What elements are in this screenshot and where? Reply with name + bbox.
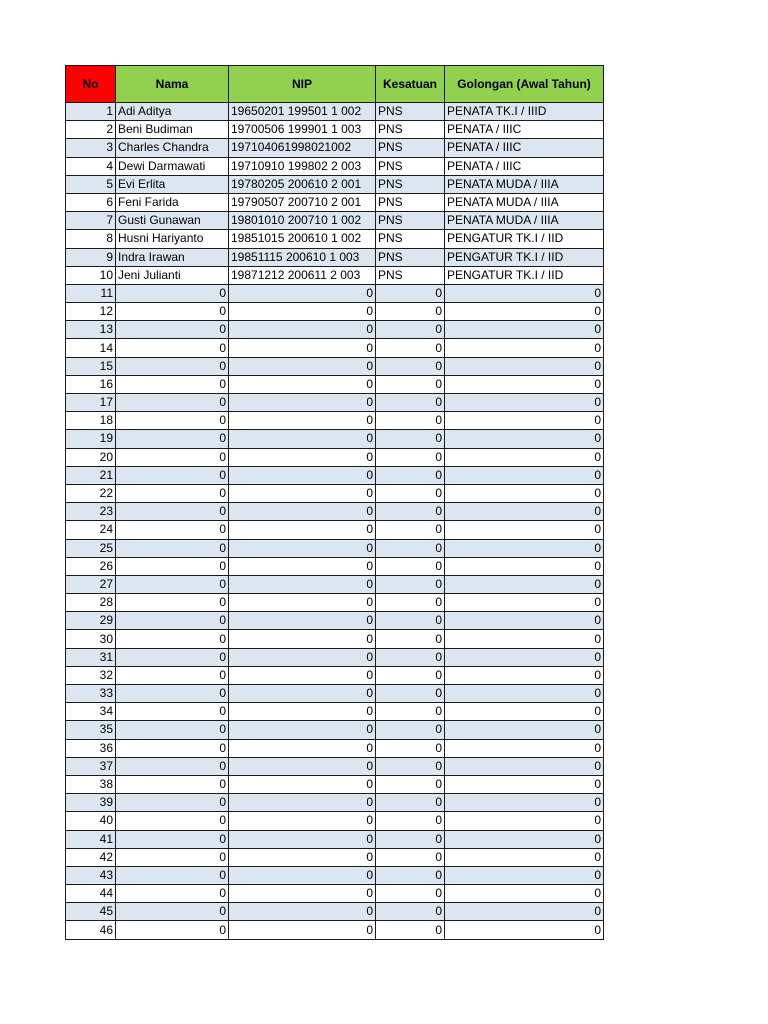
cell-no[interactable]: 4: [66, 157, 116, 175]
cell-kesatuan[interactable]: 0: [376, 557, 445, 575]
cell-golongan[interactable]: PENGATUR TK.I / IID: [445, 230, 604, 248]
cell-nip[interactable]: 0: [229, 594, 376, 612]
cell-golongan[interactable]: 0: [445, 848, 604, 866]
cell-no[interactable]: 23: [66, 503, 116, 521]
cell-nip[interactable]: 0: [229, 284, 376, 302]
table-row: [66, 394, 604, 412]
cell-nip[interactable]: 0: [229, 557, 376, 575]
table-row: [66, 321, 604, 339]
cell-no[interactable]: 1: [66, 103, 116, 121]
cell-nama[interactable]: Evi Erlita: [116, 175, 229, 193]
cell-golongan[interactable]: 0: [445, 539, 604, 557]
cell-golongan[interactable]: 0: [445, 503, 604, 521]
table-row: [66, 103, 604, 121]
spreadsheet: [65, 65, 604, 940]
cell-golongan[interactable]: 0: [445, 303, 604, 321]
cell-kesatuan[interactable]: 0: [376, 284, 445, 302]
cell-no[interactable]: 24: [66, 521, 116, 539]
cell-kesatuan[interactable]: 0: [376, 321, 445, 339]
cell-kesatuan[interactable]: 0: [376, 521, 445, 539]
table-row: [66, 685, 604, 703]
cell-nip[interactable]: 0: [229, 357, 376, 375]
table-row: [66, 630, 604, 648]
table-row: [66, 248, 604, 266]
cell-nama[interactable]: 0: [116, 812, 229, 830]
cell-nip[interactable]: 19780205 200610 2 001: [229, 175, 376, 193]
cell-nama[interactable]: 0: [116, 412, 229, 430]
cell-nip[interactable]: 0: [229, 866, 376, 884]
cell-nama[interactable]: 0: [116, 448, 229, 466]
cell-no[interactable]: 45: [66, 903, 116, 921]
cell-golongan[interactable]: PENATA MUDA / IIIA: [445, 212, 604, 230]
table-row: [66, 794, 604, 812]
header-nip[interactable]: NIP: [229, 66, 376, 103]
cell-nama[interactable]: 0: [116, 394, 229, 412]
cell-nip[interactable]: 0: [229, 794, 376, 812]
cell-nip[interactable]: 0: [229, 539, 376, 557]
cell-golongan[interactable]: 0: [445, 448, 604, 466]
cell-nip[interactable]: 0: [229, 375, 376, 393]
cell-nip[interactable]: 0: [229, 484, 376, 502]
employee-table: [65, 65, 604, 940]
cell-nama[interactable]: 0: [116, 430, 229, 448]
table-row: [66, 648, 604, 666]
cell-nip[interactable]: 19710910 199802 2 003: [229, 157, 376, 175]
cell-golongan[interactable]: 0: [445, 575, 604, 593]
cell-golongan[interactable]: 0: [445, 357, 604, 375]
cell-nip[interactable]: 0: [229, 921, 376, 939]
cell-no[interactable]: 26: [66, 557, 116, 575]
cell-nama[interactable]: 0: [116, 739, 229, 757]
cell-golongan[interactable]: 0: [445, 903, 604, 921]
cell-nip[interactable]: 197104061998021002: [229, 139, 376, 157]
cell-no[interactable]: 3: [66, 139, 116, 157]
cell-golongan[interactable]: 0: [445, 557, 604, 575]
table-row: [66, 830, 604, 848]
cell-kesatuan[interactable]: 0: [376, 848, 445, 866]
cell-golongan[interactable]: PENGATUR TK.I / IID: [445, 248, 604, 266]
cell-nip[interactable]: 19790507 200710 2 001: [229, 193, 376, 211]
cell-no[interactable]: 22: [66, 484, 116, 502]
cell-kesatuan[interactable]: 0: [376, 303, 445, 321]
cell-golongan[interactable]: 0: [445, 685, 604, 703]
cell-golongan[interactable]: 0: [445, 866, 604, 884]
cell-nama[interactable]: 0: [116, 357, 229, 375]
cell-kesatuan[interactable]: 0: [376, 866, 445, 884]
cell-kesatuan[interactable]: 0: [376, 412, 445, 430]
cell-nama[interactable]: 0: [116, 794, 229, 812]
cell-nama[interactable]: 0: [116, 612, 229, 630]
cell-no[interactable]: 34: [66, 703, 116, 721]
cell-nama[interactable]: 0: [116, 503, 229, 521]
cell-kesatuan[interactable]: 0: [376, 630, 445, 648]
cell-golongan[interactable]: 0: [445, 412, 604, 430]
cell-nama[interactable]: 0: [116, 303, 229, 321]
table-row: [66, 121, 604, 139]
cell-nip[interactable]: 0: [229, 503, 376, 521]
table-row: [66, 757, 604, 775]
cell-golongan[interactable]: PENATA MUDA / IIIA: [445, 175, 604, 193]
cell-nama[interactable]: 0: [116, 848, 229, 866]
cell-golongan[interactable]: 0: [445, 794, 604, 812]
cell-golongan[interactable]: 0: [445, 466, 604, 484]
cell-nip[interactable]: 19650201 199501 1 002: [229, 103, 376, 121]
cell-nip[interactable]: 19851115 200610 1 003: [229, 248, 376, 266]
cell-nama[interactable]: 0: [116, 630, 229, 648]
cell-nama[interactable]: 0: [116, 321, 229, 339]
cell-nama[interactable]: 0: [116, 921, 229, 939]
cell-nip[interactable]: 0: [229, 775, 376, 793]
cell-nama[interactable]: Adi Aditya: [116, 103, 229, 121]
cell-no[interactable]: 36: [66, 739, 116, 757]
cell-golongan[interactable]: 0: [445, 521, 604, 539]
cell-nip[interactable]: 0: [229, 703, 376, 721]
cell-golongan[interactable]: 0: [445, 484, 604, 502]
cell-no[interactable]: 30: [66, 630, 116, 648]
cell-kesatuan[interactable]: 0: [376, 357, 445, 375]
cell-no[interactable]: 2: [66, 121, 116, 139]
cell-kesatuan[interactable]: 0: [376, 448, 445, 466]
table-row: [66, 666, 604, 684]
cell-golongan[interactable]: 0: [445, 339, 604, 357]
cell-kesatuan[interactable]: 0: [376, 539, 445, 557]
table-row: [66, 885, 604, 903]
cell-golongan[interactable]: 0: [445, 630, 604, 648]
cell-kesatuan[interactable]: 0: [376, 339, 445, 357]
cell-nip[interactable]: 0: [229, 885, 376, 903]
header-nama[interactable]: Nama: [116, 66, 229, 103]
cell-kesatuan[interactable]: PNS: [376, 139, 445, 157]
cell-no[interactable]: 35: [66, 721, 116, 739]
cell-nama[interactable]: Jeni Julianti: [116, 266, 229, 284]
cell-golongan[interactable]: 0: [445, 394, 604, 412]
cell-no[interactable]: 32: [66, 666, 116, 684]
cell-no[interactable]: 40: [66, 812, 116, 830]
cell-no[interactable]: 41: [66, 830, 116, 848]
cell-golongan[interactable]: 0: [445, 321, 604, 339]
table-row: [66, 775, 604, 793]
table-row: [66, 193, 604, 211]
cell-nama[interactable]: Indra Irawan: [116, 248, 229, 266]
cell-nip[interactable]: 0: [229, 739, 376, 757]
cell-no[interactable]: 19: [66, 430, 116, 448]
cell-golongan[interactable]: PENATA / IIIC: [445, 157, 604, 175]
cell-nip[interactable]: 0: [229, 848, 376, 866]
cell-kesatuan[interactable]: 0: [376, 775, 445, 793]
table-row: [66, 503, 604, 521]
header-row: [66, 66, 604, 103]
cell-nama[interactable]: Husni Hariyanto: [116, 230, 229, 248]
cell-golongan[interactable]: 0: [445, 594, 604, 612]
cell-nama[interactable]: 0: [116, 721, 229, 739]
cell-nip[interactable]: 0: [229, 321, 376, 339]
cell-golongan[interactable]: PENATA / IIIC: [445, 139, 604, 157]
cell-nama[interactable]: 0: [116, 885, 229, 903]
cell-no[interactable]: 11: [66, 284, 116, 302]
cell-nama[interactable]: Beni Budiman: [116, 121, 229, 139]
cell-nip[interactable]: 0: [229, 685, 376, 703]
cell-kesatuan[interactable]: 0: [376, 612, 445, 630]
header-no[interactable]: No: [66, 66, 116, 103]
table-row: [66, 521, 604, 539]
cell-no[interactable]: 38: [66, 775, 116, 793]
cell-nip[interactable]: 0: [229, 339, 376, 357]
cell-nama[interactable]: Feni Farida: [116, 193, 229, 211]
cell-kesatuan[interactable]: 0: [376, 484, 445, 502]
cell-no[interactable]: 44: [66, 885, 116, 903]
cell-nip[interactable]: 0: [229, 612, 376, 630]
cell-no[interactable]: 15: [66, 357, 116, 375]
cell-no[interactable]: 29: [66, 612, 116, 630]
cell-kesatuan[interactable]: 0: [376, 903, 445, 921]
cell-kesatuan[interactable]: PNS: [376, 212, 445, 230]
cell-kesatuan[interactable]: 0: [376, 794, 445, 812]
cell-kesatuan[interactable]: 0: [376, 430, 445, 448]
table-row: [66, 412, 604, 430]
cell-nama[interactable]: 0: [116, 466, 229, 484]
cell-no[interactable]: 10: [66, 266, 116, 284]
cell-kesatuan[interactable]: 0: [376, 885, 445, 903]
cell-kesatuan[interactable]: 0: [376, 703, 445, 721]
cell-nip[interactable]: 0: [229, 666, 376, 684]
cell-no[interactable]: 39: [66, 794, 116, 812]
cell-nip[interactable]: 19871212 200611 2 003: [229, 266, 376, 284]
cell-nama[interactable]: 0: [116, 757, 229, 775]
cell-nama[interactable]: 0: [116, 539, 229, 557]
table-row: [66, 266, 604, 284]
table-row: [66, 812, 604, 830]
cell-no[interactable]: 5: [66, 175, 116, 193]
cell-nip[interactable]: 0: [229, 830, 376, 848]
table-row: [66, 284, 604, 302]
cell-golongan[interactable]: PENATA / IIIC: [445, 121, 604, 139]
cell-kesatuan[interactable]: 0: [376, 757, 445, 775]
cell-kesatuan[interactable]: 0: [376, 466, 445, 484]
cell-no[interactable]: 8: [66, 230, 116, 248]
header-kesatuan[interactable]: Kesatuan: [376, 66, 445, 103]
cell-nip[interactable]: 0: [229, 575, 376, 593]
header-golongan[interactable]: Golongan (Awal Tahun): [445, 66, 604, 103]
cell-nip[interactable]: 19851015 200610 1 002: [229, 230, 376, 248]
cell-golongan[interactable]: PENATA TK.I / IIID: [445, 103, 604, 121]
cell-golongan[interactable]: PENATA MUDA / IIIA: [445, 193, 604, 211]
cell-no[interactable]: 14: [66, 339, 116, 357]
cell-golongan[interactable]: 0: [445, 812, 604, 830]
cell-nip[interactable]: 0: [229, 412, 376, 430]
cell-nip[interactable]: 0: [229, 394, 376, 412]
cell-no[interactable]: 33: [66, 685, 116, 703]
cell-no[interactable]: 17: [66, 394, 116, 412]
table-row: [66, 575, 604, 593]
cell-no[interactable]: 27: [66, 575, 116, 593]
cell-nip[interactable]: 0: [229, 757, 376, 775]
cell-nama[interactable]: 0: [116, 666, 229, 684]
cell-nama[interactable]: 0: [116, 521, 229, 539]
cell-nama[interactable]: Charles Chandra: [116, 139, 229, 157]
cell-kesatuan[interactable]: 0: [376, 830, 445, 848]
cell-kesatuan[interactable]: PNS: [376, 230, 445, 248]
table-body: [66, 103, 604, 940]
cell-nip[interactable]: 19801010 200710 1 002: [229, 212, 376, 230]
cell-nama[interactable]: 0: [116, 903, 229, 921]
cell-nama[interactable]: 0: [116, 339, 229, 357]
table-row: [66, 175, 604, 193]
table-row: [66, 375, 604, 393]
cell-golongan[interactable]: 0: [445, 703, 604, 721]
table-row: [66, 339, 604, 357]
cell-no[interactable]: 16: [66, 375, 116, 393]
cell-nip[interactable]: 0: [229, 721, 376, 739]
cell-nama[interactable]: 0: [116, 484, 229, 502]
cell-kesatuan[interactable]: PNS: [376, 157, 445, 175]
cell-kesatuan[interactable]: 0: [376, 812, 445, 830]
cell-nip[interactable]: 0: [229, 903, 376, 921]
table-row: [66, 230, 604, 248]
table-row: [66, 466, 604, 484]
cell-golongan[interactable]: 0: [445, 721, 604, 739]
cell-nama[interactable]: 0: [116, 703, 229, 721]
cell-kesatuan[interactable]: 0: [376, 503, 445, 521]
cell-nama[interactable]: 0: [116, 284, 229, 302]
cell-nama[interactable]: 0: [116, 685, 229, 703]
cell-nama[interactable]: 0: [116, 375, 229, 393]
table-row: [66, 430, 604, 448]
cell-nip[interactable]: 0: [229, 812, 376, 830]
cell-kesatuan[interactable]: 0: [376, 375, 445, 393]
cell-golongan[interactable]: 0: [445, 375, 604, 393]
cell-nama[interactable]: 0: [116, 575, 229, 593]
cell-no[interactable]: 13: [66, 321, 116, 339]
cell-kesatuan[interactable]: 0: [376, 575, 445, 593]
cell-golongan[interactable]: 0: [445, 775, 604, 793]
table-row: [66, 139, 604, 157]
cell-kesatuan[interactable]: PNS: [376, 248, 445, 266]
cell-nama[interactable]: Gusti Gunawan: [116, 212, 229, 230]
cell-kesatuan[interactable]: PNS: [376, 121, 445, 139]
cell-nip[interactable]: 19700506 199901 1 003: [229, 121, 376, 139]
cell-golongan[interactable]: 0: [445, 430, 604, 448]
cell-nama[interactable]: 0: [116, 648, 229, 666]
cell-no[interactable]: 43: [66, 866, 116, 884]
table-row: [66, 921, 604, 939]
cell-kesatuan[interactable]: PNS: [376, 193, 445, 211]
cell-golongan[interactable]: 0: [445, 739, 604, 757]
cell-no[interactable]: 25: [66, 539, 116, 557]
table-row: [66, 721, 604, 739]
cell-golongan[interactable]: 0: [445, 666, 604, 684]
table-row: [66, 594, 604, 612]
cell-kesatuan[interactable]: PNS: [376, 266, 445, 284]
cell-nip[interactable]: 0: [229, 430, 376, 448]
cell-golongan[interactable]: PENGATUR TK.I / IID: [445, 266, 604, 284]
table-row: [66, 212, 604, 230]
cell-kesatuan[interactable]: 0: [376, 648, 445, 666]
cell-no[interactable]: 21: [66, 466, 116, 484]
table-row: [66, 739, 604, 757]
cell-no[interactable]: 7: [66, 212, 116, 230]
cell-nip[interactable]: 0: [229, 521, 376, 539]
table-row: [66, 612, 604, 630]
cell-kesatuan[interactable]: 0: [376, 685, 445, 703]
cell-nama[interactable]: 0: [116, 594, 229, 612]
cell-kesatuan[interactable]: 0: [376, 594, 445, 612]
cell-golongan[interactable]: 0: [445, 284, 604, 302]
cell-kesatuan[interactable]: PNS: [376, 103, 445, 121]
cell-no[interactable]: 28: [66, 594, 116, 612]
table-row: [66, 303, 604, 321]
cell-nama[interactable]: Dewi Darmawati: [116, 157, 229, 175]
cell-nama[interactable]: 0: [116, 775, 229, 793]
table-row: [66, 448, 604, 466]
cell-golongan[interactable]: 0: [445, 612, 604, 630]
cell-golongan[interactable]: 0: [445, 921, 604, 939]
table-row: [66, 703, 604, 721]
table-row: [66, 539, 604, 557]
cell-no[interactable]: 37: [66, 757, 116, 775]
cell-no[interactable]: 42: [66, 848, 116, 866]
cell-nip[interactable]: 0: [229, 448, 376, 466]
table-row: [66, 484, 604, 502]
cell-no[interactable]: 9: [66, 248, 116, 266]
cell-no[interactable]: 31: [66, 648, 116, 666]
table-row: [66, 557, 604, 575]
cell-kesatuan[interactable]: 0: [376, 921, 445, 939]
cell-nama[interactable]: 0: [116, 866, 229, 884]
cell-kesatuan[interactable]: 0: [376, 666, 445, 684]
cell-nip[interactable]: 0: [229, 466, 376, 484]
cell-nip[interactable]: 0: [229, 630, 376, 648]
table-row: [66, 157, 604, 175]
cell-nip[interactable]: 0: [229, 648, 376, 666]
cell-golongan[interactable]: 0: [445, 885, 604, 903]
cell-golongan[interactable]: 0: [445, 757, 604, 775]
table-row: [66, 848, 604, 866]
cell-golongan[interactable]: 0: [445, 830, 604, 848]
cell-nama[interactable]: 0: [116, 557, 229, 575]
cell-no[interactable]: 18: [66, 412, 116, 430]
cell-no[interactable]: 6: [66, 193, 116, 211]
cell-no[interactable]: 20: [66, 448, 116, 466]
cell-kesatuan[interactable]: 0: [376, 394, 445, 412]
cell-no[interactable]: 46: [66, 921, 116, 939]
table-row: [66, 357, 604, 375]
cell-golongan[interactable]: 0: [445, 648, 604, 666]
cell-kesatuan[interactable]: PNS: [376, 175, 445, 193]
table-row: [66, 866, 604, 884]
table-row: [66, 903, 604, 921]
cell-kesatuan[interactable]: 0: [376, 739, 445, 757]
cell-nama[interactable]: 0: [116, 830, 229, 848]
cell-no[interactable]: 12: [66, 303, 116, 321]
cell-kesatuan[interactable]: 0: [376, 721, 445, 739]
cell-nip[interactable]: 0: [229, 303, 376, 321]
